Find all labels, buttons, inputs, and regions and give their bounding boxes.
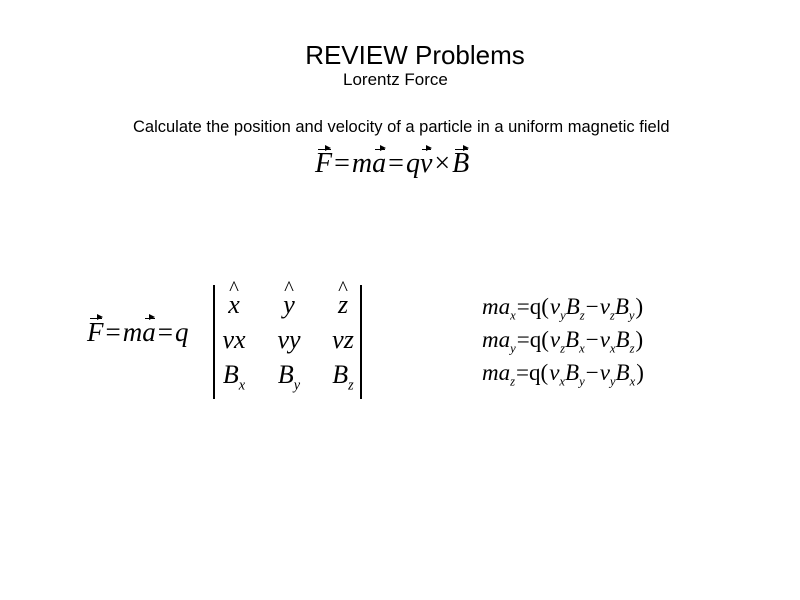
instruction-text: Calculate the position and velocity of a particle in a uniform magnetic field: [133, 118, 670, 136]
matrix-cell-by: $B_y$: [277, 360, 301, 394]
acceleration-vector: a: [142, 317, 156, 347]
force-vector: F: [315, 148, 333, 179]
equals-sign: =: [105, 317, 121, 347]
mass-symbol: m: [122, 317, 143, 347]
matrix-cell-bx: $B_x$: [222, 360, 246, 394]
lorentz-force-equation: [315, 148, 469, 180]
matrix-cell-vx: vx: [222, 325, 246, 354]
component-equation-x: $ma_x=q(v_yB_z-v_zB_y)$: [482, 294, 644, 323]
acceleration-vector: a: [372, 148, 387, 179]
cross-product-sign: ×: [434, 148, 451, 179]
charge-symbol: q: [405, 148, 420, 179]
determinant-equation-lhs: [87, 317, 188, 348]
equals-sign: =: [157, 317, 173, 347]
matrix-cell-vy: vy: [277, 325, 301, 354]
magnetic-field-vector: B: [452, 148, 470, 179]
matrix-cell-y-hat: ^ y: [264, 290, 314, 320]
charge-symbol: q: [174, 317, 189, 347]
matrix-cell-bz: $B_z$: [332, 360, 354, 394]
equals-sign: =: [388, 148, 404, 179]
equals-sign: =: [334, 148, 350, 179]
mass-symbol: m: [351, 148, 373, 179]
component-equation-z: $ma_z=q(v_xB_y-v_yB_x)$: [482, 360, 644, 389]
matrix-cell-x-hat: ^ x: [209, 290, 259, 320]
page-subtitle: Lorentz Force: [343, 70, 448, 89]
component-equation-y: $ma_y=q(v_zB_x-v_xB_z)$: [482, 327, 644, 356]
velocity-vector: v: [419, 148, 433, 179]
page-title: REVIEW Problems: [305, 40, 525, 70]
matrix-cell-z-hat: ^ z: [318, 290, 368, 320]
force-vector: F: [87, 317, 104, 347]
matrix-cell-vz: vz: [332, 325, 354, 354]
